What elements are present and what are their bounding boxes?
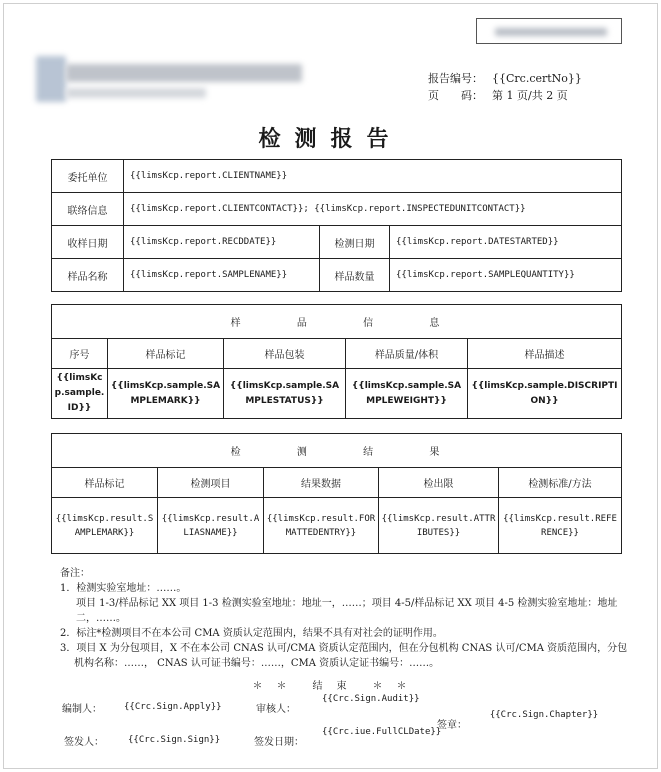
table-cell: {{limsKcp.result.REFERENCE}} [499, 498, 622, 554]
contact-value: {{limsKcp.report.CLIENTCONTACT}}; {{limsKcp.report.INSPECTEDUNITCONTACT}} [124, 193, 622, 226]
column-header: 样品标记 [52, 468, 158, 498]
stamp-value: {{Crc.Sign.Chapter}} [489, 710, 599, 720]
result-title-char: 果 [429, 447, 443, 458]
table-cell: {{limsKcp.sample.SAMPLEMARK}} [108, 369, 224, 419]
reviewer-label: 审核人： [256, 704, 296, 715]
issue-date-value: {{Crc.iue.FullCLDate}} [322, 727, 442, 737]
client-value: {{limsKcp.report.CLIENTNAME}} [124, 160, 622, 193]
contact-label: 联络信息 [52, 193, 124, 226]
result-title-char: 测 [296, 447, 310, 458]
remark-item: 1．检测实验室地址：……。 [60, 583, 187, 594]
column-header: 序号 [52, 339, 108, 369]
report-info-table [51, 159, 622, 292]
remarks [60, 566, 630, 671]
end-marker: ＊ ＊ 结 束 ＊ ＊ [252, 681, 409, 692]
editor-label: 编制人： [62, 704, 102, 715]
column-header: 检出限 [379, 468, 499, 498]
recv-date-label: 收样日期 [52, 226, 124, 259]
company-logo-blurred [36, 56, 66, 102]
table-cell: {{limsKcp.result.ATTRIBUTES}} [379, 498, 499, 554]
remark-item: 2．标注*检测项目不在本公司 CMA 资质认定范围内，结果不具有对社会的证明作用。 [60, 628, 443, 639]
result-title-char: 结 [363, 447, 377, 458]
table-cell: {{limsKcp.sample.SAMPLEWEIGHT}} [346, 369, 468, 419]
sample-info-table [51, 304, 622, 419]
reviewer-value: {{Crc.Sign.Audit}} [322, 694, 420, 704]
column-header: 样品描述 [468, 339, 622, 369]
sample-title-char: 品 [296, 318, 310, 329]
table-cell: {{limsKcp.sample.SAMPLESTATUS}} [224, 369, 346, 419]
remark-item: 3．项目 X 为分包项目，X 不在本公司 CNAS 认可/CMA 资质认定范围内，但在分包机构 CNAS 认可/CMA 资质范围内，分包机构名称：……， CNAS 认可证书编号：……，CMA 资质认定证书编号：……。 [60, 643, 628, 669]
report-no-label: 报告编号： [428, 72, 483, 85]
report-meta [428, 70, 582, 104]
issuer-value: {{Crc.Sign.Sign}} [128, 735, 221, 745]
column-header: 检测项目 [158, 468, 264, 498]
column-header: 样品包装 [224, 339, 346, 369]
sample-title-char: 样 [230, 318, 244, 329]
client-row [52, 160, 622, 193]
sample-row [52, 259, 622, 292]
editor-value: {{Crc.Sign.Apply}} [124, 702, 222, 712]
sample-name-label: 样品名称 [52, 259, 124, 292]
table-cell: {{limsKcp.result.SAMPLEMARK}} [52, 498, 158, 554]
report-no-value: {{Crc.certNo}} [492, 72, 582, 85]
page-label: 页 码： [428, 89, 483, 102]
result-header-row [52, 468, 622, 498]
remarks-heading: 备注： [60, 568, 90, 579]
test-date-label: 检测日期 [320, 226, 390, 259]
result-data-row [52, 498, 622, 554]
table-cell: {{limsKcp.sample.DISCRIPTION}} [468, 369, 622, 419]
column-header: 检测标准/方法 [499, 468, 622, 498]
contact-row [52, 193, 622, 226]
table-cell: {{limsKcp.result.FORMATTEDENTRY}} [264, 498, 379, 554]
table-cell: {{limsKcp.sample.ID}} [52, 369, 108, 419]
page-value: 第 1 页/共 2 页 [492, 89, 568, 102]
client-label: 委托单位 [52, 160, 124, 193]
company-subname-blurred [66, 88, 206, 98]
sample-title-char: 息 [429, 318, 443, 329]
date-row [52, 226, 622, 259]
result-title-char: 检 [230, 447, 244, 458]
sample-qty-label: 样品数量 [320, 259, 390, 292]
remark-detail: 项目 1-3/样品标记 XX 项目 1-3 检测实验室地址：地址一，……；项目 4-5/样品标记 XX 项目 4-5 检测实验室地址：地址二，……。 [76, 598, 618, 624]
sample-data-row [52, 369, 622, 419]
result-table-title [52, 434, 622, 468]
redacted-code [495, 28, 607, 36]
sample-title-char: 信 [363, 318, 377, 329]
test-result-table [51, 433, 622, 554]
stamp-label: 签章： [437, 720, 467, 731]
sample-header-row [52, 339, 622, 369]
document-title: 检测报告 [258, 126, 403, 152]
issue-date-label: 签发日期： [254, 737, 304, 748]
redacted-code-box [476, 18, 622, 44]
sample-qty-value: {{limsKcp.report.SAMPLEQUANTITY}} [390, 259, 622, 292]
sample-table-title [52, 305, 622, 339]
recv-date-value: {{limsKcp.report.RECDDATE}} [124, 226, 320, 259]
test-date-value: {{limsKcp.report.DATESTARTED}} [390, 226, 622, 259]
column-header: 样品质量/体积 [346, 339, 468, 369]
table-cell: {{limsKcp.result.ALIASNAME}} [158, 498, 264, 554]
sample-name-value: {{limsKcp.report.SAMPLENAME}} [124, 259, 320, 292]
issuer-label: 签发人： [64, 737, 104, 748]
column-header: 结果数据 [264, 468, 379, 498]
company-name-blurred [66, 64, 302, 82]
column-header: 样品标记 [108, 339, 224, 369]
